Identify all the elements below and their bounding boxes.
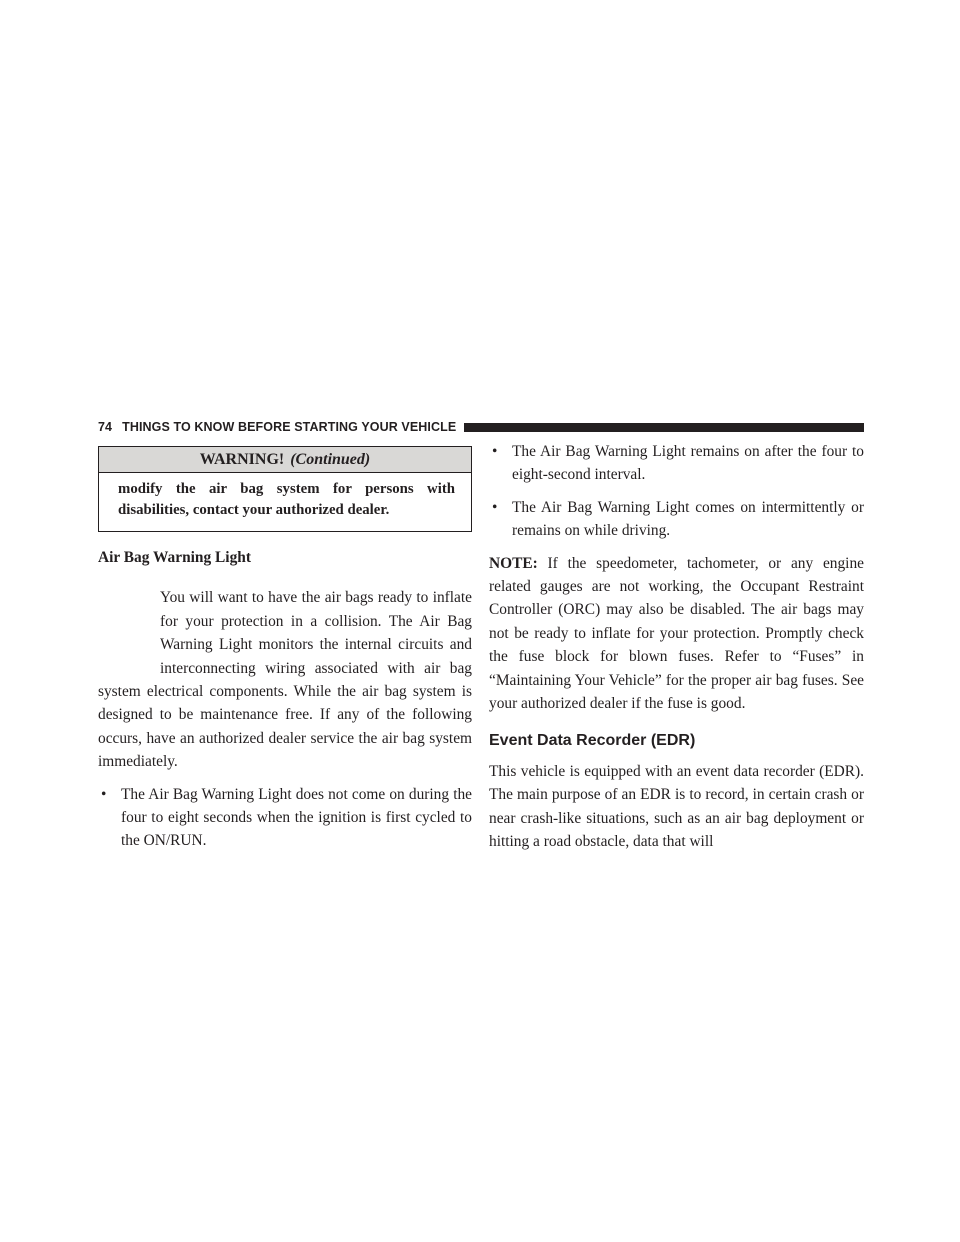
bullet-icon: • [101,785,107,803]
page-number: 74 [98,420,113,434]
warning-box [98,446,472,532]
bullet-text: The Air Bag Warning Light comes on intermittently or remains on while driving. [512,498,864,540]
airbag-light-section [98,586,472,773]
warning-body: modify the air bag system for persons with disabilities, contact your authorized dealer. [118,481,455,518]
bullet-icon: • [492,498,498,516]
bullet-text: The Air Bag Warning Light remains on after the four to eight-second interval. [512,443,864,484]
airbag-light-paragraph: You will want to have the air bags ready to inflate for your protection in a collision. The Air Bag Warning Light monitors the internal circuits and interconnecting wiring associated with air bag system electrical components. While the air bag system is designed to be maintenance free. If any of the following occurs, have an authorized dealer service the air bag system immediately. [98,589,472,771]
note-label: NOTE: [489,554,538,572]
note-paragraph [489,552,864,716]
right-column [489,440,864,854]
airbag-light-subheading: Air Bag Warning Light [98,549,251,566]
header-rule [464,423,864,432]
warning-continued: (Continued) [290,451,371,468]
bullet-text: The Air Bag Warning Light does not come on during the four to eight seconds when the ignition is first cycled to the ON/RUN. [121,785,472,850]
bullet-item [98,783,472,853]
note-text: If the speedometer, tachometer, or any engine related gauges are not working, the Occupant Restraint Controller (ORC) may also be disabled. The air bags may not be ready to inflate for your protection. Promptly check the fuse block for blown fuses. Refer to “Fuses” in “Maintaining Your Vehicle” for the proper air bag fuses. See your authorized dealer if the fuse is good. [489,554,864,713]
airbag-warning-light-icon [98,588,160,672]
edr-heading: Event Data Recorder (EDR) [489,732,696,750]
page-header [98,417,864,437]
bullet-icon: • [492,443,498,460]
bullet-item [489,496,864,543]
section-title: THINGS TO KNOW BEFORE STARTING YOUR VEHICLE [122,420,457,434]
bullet-item [489,440,864,487]
warning-title: WARNING! [199,451,285,468]
left-column [98,446,472,853]
edr-paragraph: This vehicle is equipped with an event data recorder (EDR). The main purpose of an EDR is to record, in certain crash or near crash-like situations, such as an air bag deployment or hitting a road obstacle, data that will [489,762,864,851]
warning-heading [99,447,471,473]
